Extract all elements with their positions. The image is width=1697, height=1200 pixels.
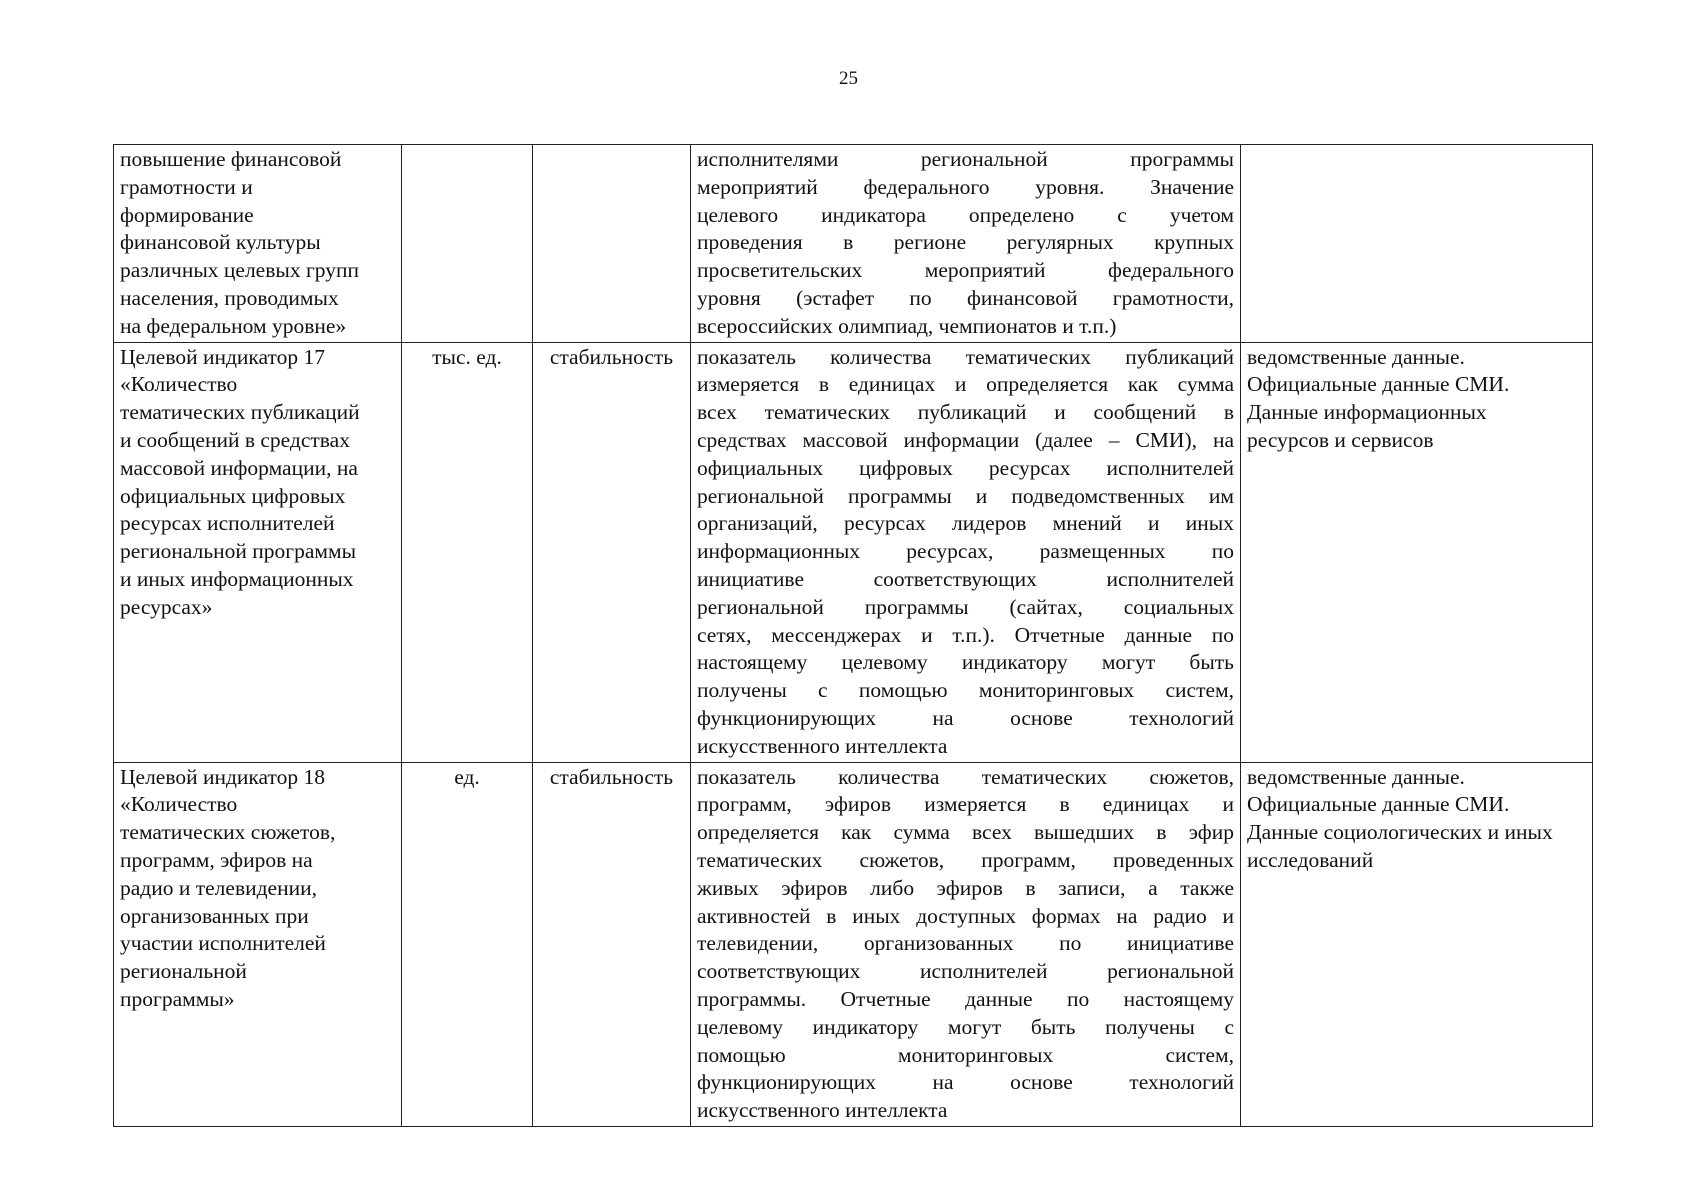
method-line: живых эфиров либо эфиров в записи, а также bbox=[697, 875, 1234, 900]
unit-cell: ед. bbox=[402, 762, 533, 1126]
name-line: различных целевых групп bbox=[120, 258, 359, 283]
source-line: ведомственные данные. bbox=[1247, 764, 1465, 789]
data-source-cell bbox=[1241, 145, 1593, 343]
method-line: мероприятий федерального уровня. Значение bbox=[697, 174, 1234, 199]
method-line: региональной программы и подведомственных им bbox=[697, 483, 1234, 508]
name-line: организованных при bbox=[120, 903, 309, 928]
method-line: тематических сюжетов, программ, проведенных bbox=[697, 847, 1234, 872]
method-line: официальных цифровых ресурсах исполнителей bbox=[697, 455, 1234, 480]
dynamics-cell: стабильность bbox=[533, 762, 691, 1126]
name-line: ресурсах исполнителей bbox=[120, 511, 335, 536]
method-line: измеряется в единицах и определяется как сумма bbox=[697, 372, 1234, 397]
method-line: определяется как сумма всех вышедших в эфир bbox=[697, 820, 1234, 845]
method-line: искусственного интеллекта bbox=[697, 733, 948, 758]
method-line: инициативе соответствующих исполнителей bbox=[697, 566, 1234, 591]
name-line: на федеральном уровне» bbox=[120, 313, 347, 338]
name-line: программ, эфиров на bbox=[120, 847, 313, 872]
name-line: финансовой культуры bbox=[120, 230, 321, 255]
name-line: программы» bbox=[120, 986, 235, 1011]
name-line: региональной программы bbox=[120, 539, 357, 564]
name-line: грамотности и bbox=[120, 174, 253, 199]
method-line: активностей в иных доступных формах на радио и bbox=[697, 903, 1234, 928]
methodology-cell bbox=[691, 145, 1241, 343]
name-line: населения, проводимых bbox=[120, 285, 339, 310]
name-line: тематических публикаций bbox=[120, 400, 360, 425]
method-line: информационных ресурсах, размещенных по bbox=[697, 539, 1234, 564]
methodology-cell bbox=[691, 762, 1241, 1126]
indicator-table bbox=[113, 144, 1593, 1127]
source-line: исследований bbox=[1247, 847, 1374, 872]
data-source-cell bbox=[1241, 762, 1593, 1126]
method-line: показатель количества тематических публикаций bbox=[697, 344, 1234, 369]
method-line: программ, эфиров измеряется в единицах и bbox=[697, 792, 1234, 817]
name-line: Целевой индикатор 17 bbox=[120, 344, 326, 369]
method-line: сетях, мессенджерах и т.п.). Отчетные данные по bbox=[697, 622, 1234, 647]
table-row bbox=[114, 762, 1593, 1126]
name-line: и сообщений в средствах bbox=[120, 427, 350, 452]
name-line: и иных информационных bbox=[120, 566, 354, 591]
method-line: искусственного интеллекта bbox=[697, 1098, 948, 1123]
dynamics-cell bbox=[533, 145, 691, 343]
method-line: проведения в регионе регулярных крупных bbox=[697, 230, 1234, 255]
source-line: Официальные данные СМИ. bbox=[1247, 792, 1510, 817]
name-line: участии исполнителей bbox=[120, 931, 326, 956]
name-line: Целевой индикатор 18 bbox=[120, 764, 326, 789]
name-line: массовой информации, на bbox=[120, 455, 358, 480]
method-line: просветительских мероприятий федерального bbox=[697, 258, 1234, 283]
name-line: формирование bbox=[120, 202, 254, 227]
method-line: помощью мониторинговых систем, bbox=[697, 1042, 1234, 1067]
name-line: региональной bbox=[120, 959, 247, 984]
name-line: повышение финансовой bbox=[120, 147, 342, 171]
indicator-table-body bbox=[114, 145, 1593, 1127]
method-line: целевого индикатора определено с учетом bbox=[697, 202, 1234, 227]
dynamics-cell: стабильность bbox=[533, 342, 691, 762]
source-line: Данные социологических и иных bbox=[1247, 820, 1553, 845]
name-line: «Количество bbox=[120, 792, 238, 817]
name-line: «Количество bbox=[120, 372, 238, 397]
method-line: исполнителями региональной программы bbox=[697, 147, 1234, 171]
indicator-name-cell bbox=[114, 342, 402, 762]
method-line: уровня (эстафет по финансовой грамотности, bbox=[697, 285, 1234, 310]
source-line: ресурсов и сервисов bbox=[1247, 427, 1434, 452]
data-source-cell bbox=[1241, 342, 1593, 762]
table-row bbox=[114, 342, 1593, 762]
indicator-name-cell bbox=[114, 145, 402, 343]
methodology-cell bbox=[691, 342, 1241, 762]
method-line: телевидении, организованных по инициативе bbox=[697, 931, 1234, 956]
name-line: ресурсах» bbox=[120, 594, 213, 619]
method-line: целевому индикатору могут быть получены с bbox=[697, 1014, 1234, 1039]
source-line: Данные информационных bbox=[1247, 400, 1487, 425]
method-line: средствах массовой информации (далее – СМИ), на bbox=[697, 427, 1234, 452]
method-line: получены с помощью мониторинговых систем, bbox=[697, 678, 1234, 703]
method-line: всех тематических публикаций и сообщений в bbox=[697, 400, 1234, 425]
method-line: программы. Отчетные данные по настоящему bbox=[697, 986, 1234, 1011]
unit-cell: тыс. ед. bbox=[402, 342, 533, 762]
method-line: всероссийских олимпиад, чемпионатов и т.п.) bbox=[697, 313, 1117, 338]
indicator-name-cell bbox=[114, 762, 402, 1126]
source-line: Официальные данные СМИ. bbox=[1247, 372, 1510, 397]
method-line: показатель количества тематических сюжетов, bbox=[697, 764, 1234, 789]
unit-cell bbox=[402, 145, 533, 343]
name-line: тематических сюжетов, bbox=[120, 820, 336, 845]
source-line: ведомственные данные. bbox=[1247, 344, 1465, 369]
method-line: функционирующих на основе технологий bbox=[697, 705, 1234, 730]
name-line: официальных цифровых bbox=[120, 483, 346, 508]
page-number: 25 bbox=[839, 68, 858, 89]
table-row bbox=[114, 145, 1593, 343]
method-line: соответствующих исполнителей региональной bbox=[697, 959, 1234, 984]
method-line: организаций, ресурсах лидеров мнений и иных bbox=[697, 511, 1234, 536]
method-line: функционирующих на основе технологий bbox=[697, 1070, 1234, 1095]
method-line: настоящему целевому индикатору могут быть bbox=[697, 650, 1234, 675]
method-line: региональной программы (сайтах, социальных bbox=[697, 594, 1234, 619]
name-line: радио и телевидении, bbox=[120, 875, 317, 900]
